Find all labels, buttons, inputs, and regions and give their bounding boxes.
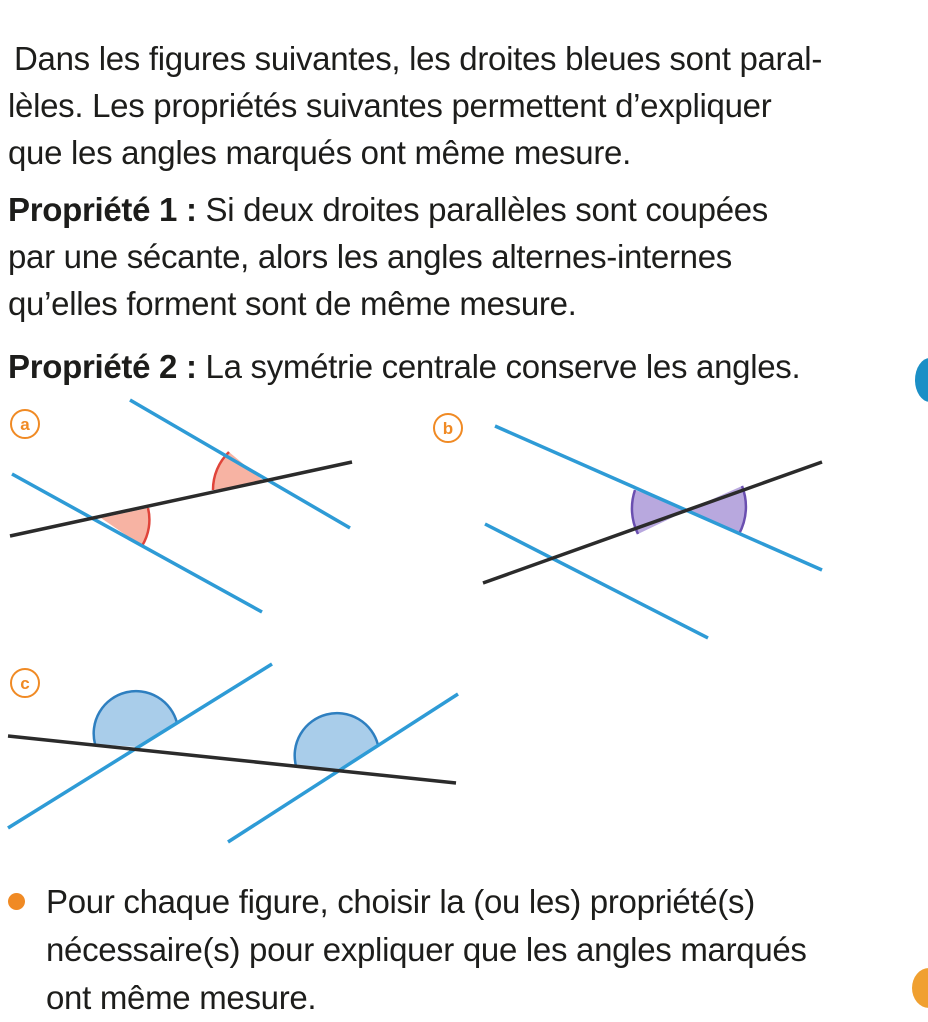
figure-b [434, 414, 822, 638]
figure-c [8, 664, 458, 842]
figure-a-parallel-line-1 [130, 400, 350, 528]
figure-b-parallel-line-1 [495, 426, 822, 570]
figure-a-label: a [20, 415, 30, 434]
bullet-icon [8, 893, 25, 910]
figure-b-secant [483, 462, 822, 583]
figure-c-parallel-line-1 [8, 664, 272, 828]
property-2-text: La symétrie centrale conserve les angles. [196, 348, 801, 385]
property-1-text-1: Si deux droites parallèles sont coupées [196, 191, 769, 228]
property-2-label: Propriété 2 : [8, 348, 197, 385]
figure-c-secant [8, 736, 456, 783]
question-line-1: Pour chaque figure, choisir la (ou les) propriété(s) [46, 883, 755, 920]
property-1-text-2: par une sécante, alors les angles alternes-internes [8, 238, 732, 275]
property-1-label: Propriété 1 : [8, 191, 197, 228]
property-1-text-3: qu’elles forment sont de même mesure. [8, 285, 577, 322]
question-line-2: nécessaire(s) pour expliquer que les angles marqués [46, 931, 807, 968]
figure-a [10, 400, 352, 612]
question-line-3: ont même mesure. [46, 979, 317, 1016]
figure-c-angle-left [94, 691, 177, 747]
intro-line-3: que les angles marqués ont même mesure. [8, 134, 631, 171]
intro-line-2: lèles. Les propriétés suivantes permettent d’expliquer [8, 87, 772, 124]
figure-b-label: b [442, 419, 454, 438]
intro-line-1: Dans les figures suivantes, les droites bleues sont paral- [14, 40, 823, 77]
figure-c-label: c [20, 674, 30, 693]
figure-c-angle-right [295, 713, 378, 769]
figure-a-parallel-line-2 [12, 474, 262, 612]
question-text [46, 878, 906, 1022]
